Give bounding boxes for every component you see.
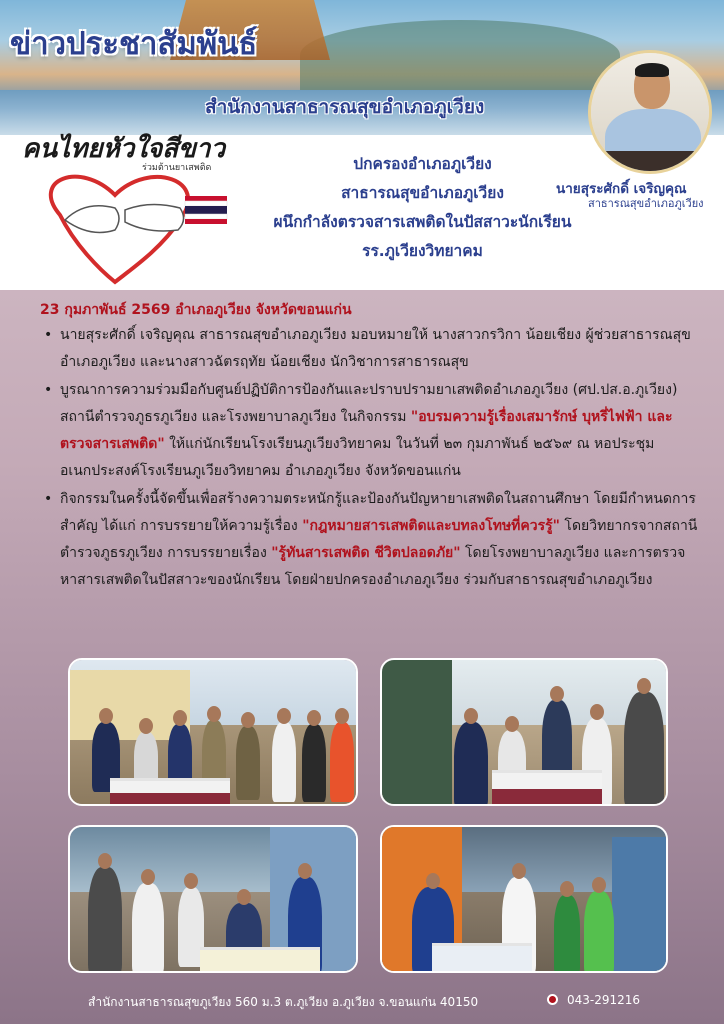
headline-line: รร.ภูเวียงวิทยาคม — [362, 242, 483, 260]
office-name: สำนักงานสาธารณสุขอำเภอภูเวียง — [205, 96, 485, 118]
campaign-title: คนไทยหัวใจสีขาว — [22, 134, 226, 164]
activity-photo-3 — [68, 825, 358, 973]
banner-mountain — [300, 20, 620, 90]
bullet-paragraph — [40, 322, 700, 376]
phone-icon — [547, 994, 558, 1005]
headline — [230, 150, 615, 266]
highlight-text: "กฎหมายสารเสพติดและบทลงโทษที่ควรรู้" — [302, 518, 560, 534]
activity-photo-2 — [380, 658, 668, 806]
page-title: ข่าวประชาสัมพันธ์ — [10, 26, 258, 62]
paragraph-text: ให้แก่นักเรียนโรงเรียนภูเวียงวิทยาคม ในวันที่ ๒๓ กุมภาพันธ์ ๒๕๖๙ ณ หอประชุมอเนกประสงค์โรงเรียนภูเวียงวิทยาคม อำเภอภูเวียง จังหวัดขอนแก่น — [60, 436, 655, 479]
article-body — [40, 322, 700, 595]
paragraph-text: กิจกรรมในครั้งนี้จัดขึ้นเพื่อสร้างความตระหนักรู้และป้องกันปัญหายาเสพติดในสถานศึกษา โดยมีกำหนดการสำคัญ ได้แก่ การบรรยายให้ความรู้เรื่อง — [60, 491, 696, 534]
headline-line: ผนึกกำลังตรวจสารเสพติดในปัสสาวะนักเรียน — [273, 213, 572, 231]
official-name: นายสุระศักดิ์ เจริญคุณ — [556, 181, 687, 197]
footer-address: สำนักงานสาธารณสุขภูเวียง 560 ม.3 ต.ภูเวียง อ.ภูเวียง จ.ขอนแก่น 40150 — [88, 995, 479, 1009]
paragraph-text: บูรณาการความร่วมมือกับศูนย์ปฏิบัติการป้องกันและปราบปรามยาเสพติดอำเภอภูเวียง (ศป.ปส.อ.ภูเวียง) สถานีตำรวจภูธรภูเวียง และโรงพยาบาลภูเวียง ในกิจกรรม — [60, 382, 678, 425]
paragraph-text: โดยวิทยากรจากสถานีตำรวจภูธรภูเวียง การบรรยายเรื่อง — [60, 518, 698, 561]
official-portrait — [588, 50, 712, 174]
highlight-text: "อบรมความรู้เรื่องเสมารักษ์ บุหรี่ไฟฟ้า และตรวจสารเสพติด" — [60, 409, 673, 452]
activity-photo-4 — [380, 825, 668, 973]
activity-photo-1 — [68, 658, 358, 806]
bullet-paragraph — [40, 486, 700, 594]
official-title: สาธารณสุขอำเภอภูเวียง — [588, 197, 704, 210]
footer — [0, 985, 724, 1015]
highlight-text: "รู้ทันสารเสพติด ชีวิตปลอดภัย" — [271, 545, 461, 561]
footer-phone: 043-291216 — [567, 993, 641, 1007]
bullet-paragraph — [40, 377, 700, 485]
headline-line: สาธารณสุขอำเภอภูเวียง — [341, 184, 504, 202]
paragraph-text: โดยโรงพยาบาลภูเวียง และการตรวจหาสารเสพติดในปัสสาวะของนักเรียน โดยฝ่ายปกครองอำเภอภูเวียง ร่วมกับสาธารณสุขอำเภอภูเวียง — [60, 545, 686, 588]
campaign-subtitle: ร่วมต้านยาเสพติด — [142, 163, 212, 173]
headline-line: ปกครองอำเภอภูเวียง — [353, 155, 492, 173]
dateline: 23 กุมภาพันธ์ 2569 อำเภอภูเวียง จังหวัดขอนแก่น — [40, 302, 352, 318]
paragraph-text: นายสุระศักดิ์ เจริญคุณ สาธารณสุขอำเภอภูเวียง มอบหมายให้ นางสาวกรวิกา น้อยเชียง ผู้ช่วยสาธารณสุขอำเภอภูเวียง และนางสาวฉัตรฤทัย น้อยเชียง นักวิชาการสาธารณสุข — [60, 327, 691, 370]
